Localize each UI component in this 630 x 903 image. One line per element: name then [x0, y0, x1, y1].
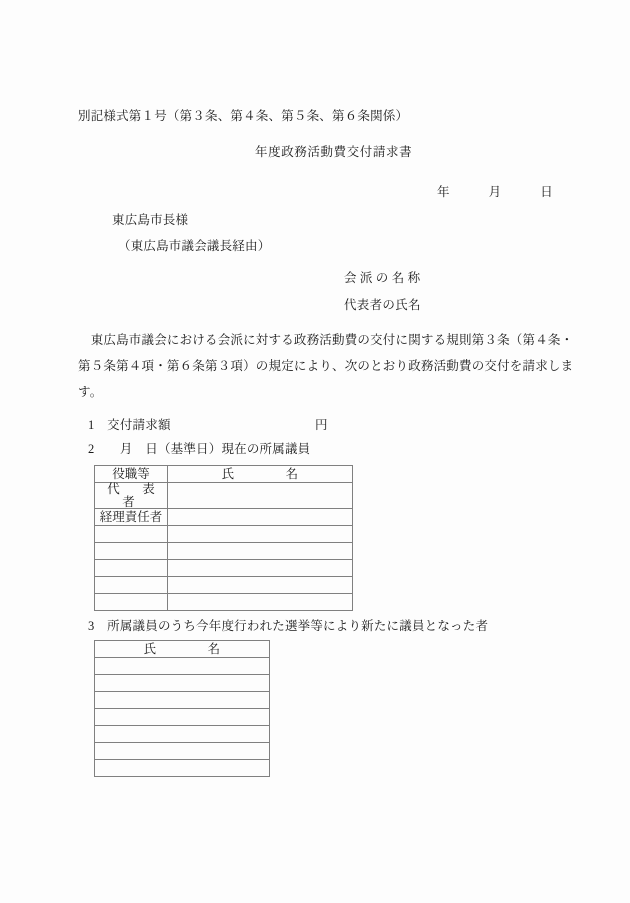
item-1-gap	[94, 418, 107, 432]
table-row	[95, 543, 353, 560]
members-table	[94, 465, 353, 611]
row-name[interactable]	[168, 560, 353, 577]
item-3-gap	[94, 619, 107, 633]
item-2-gap	[94, 442, 119, 456]
item-1-unit: 円	[315, 418, 328, 432]
row-name[interactable]	[168, 594, 353, 611]
row-role[interactable]: 代 表 者	[95, 483, 168, 509]
item-2-number: 2	[88, 442, 95, 456]
row-name[interactable]	[95, 760, 270, 777]
row-name[interactable]	[168, 509, 353, 526]
row-role[interactable]: 経理責任者	[95, 509, 168, 526]
row-role[interactable]	[95, 594, 168, 611]
representative-name-label: 代表者の氏名	[344, 298, 421, 312]
form-number-line: 別記様式第１号（第３条、第４条、第５条、第６条関係）	[78, 109, 409, 123]
body-paragraph-line-3: す。	[78, 385, 103, 399]
header-role: 役職等	[95, 466, 168, 483]
item-1-label: 交付請求額	[107, 418, 171, 432]
item-1	[88, 419, 171, 432]
date-line: 年 月 日	[437, 185, 554, 199]
row-name[interactable]	[95, 709, 270, 726]
row-name[interactable]	[168, 483, 353, 509]
body-paragraph-line-2: 第５条第４項・第６条第３項）の規定により、次のとおり政務活動費の交付を請求しま	[78, 359, 574, 373]
via-line: （東広島市議会議長経由）	[118, 239, 271, 253]
new-members-table	[94, 640, 270, 777]
row-name[interactable]	[95, 726, 270, 743]
table-row	[95, 692, 270, 709]
row-name[interactable]	[95, 692, 270, 709]
item-3-number: 3	[88, 619, 95, 633]
row-role[interactable]	[95, 577, 168, 594]
row-name[interactable]	[168, 577, 353, 594]
body-paragraph-line-1: 東広島市議会における会派に対する政務活動費の交付に関する規則第３条（第４条・	[78, 333, 574, 347]
table-row	[95, 560, 353, 577]
row-name[interactable]	[95, 658, 270, 675]
table-row	[95, 726, 270, 743]
table-row	[95, 594, 353, 611]
table-row	[95, 709, 270, 726]
item-2-label: 月 日（基準日）現在の所属議員	[119, 442, 311, 456]
header-name: 氏 名	[95, 641, 270, 658]
table-row	[95, 577, 353, 594]
header-name: 氏 名	[168, 466, 353, 483]
addressee: 東広島市長様	[112, 213, 189, 227]
group-name-label: 会派の名称	[344, 271, 424, 285]
table-row	[95, 509, 353, 526]
table-row	[95, 743, 270, 760]
document-title: 年度政務活動費交付請求書	[255, 145, 413, 159]
table-header-row	[95, 641, 270, 658]
table-row	[95, 483, 353, 509]
table-row	[95, 526, 353, 543]
table-row	[95, 675, 270, 692]
item-3-label: 所属議員のうち今年度行われた選挙等により新たに議員となった者	[107, 619, 489, 633]
item-1-number: 1	[88, 418, 95, 432]
row-name[interactable]	[95, 675, 270, 692]
row-name[interactable]	[95, 743, 270, 760]
item-3	[88, 620, 488, 633]
row-role[interactable]	[95, 526, 168, 543]
table-row	[95, 760, 270, 777]
table-row	[95, 658, 270, 675]
row-name[interactable]	[168, 543, 353, 560]
item-2	[88, 443, 310, 456]
table-header-row	[95, 466, 353, 483]
row-name[interactable]	[168, 526, 353, 543]
row-role[interactable]	[95, 560, 168, 577]
row-role[interactable]	[95, 543, 168, 560]
